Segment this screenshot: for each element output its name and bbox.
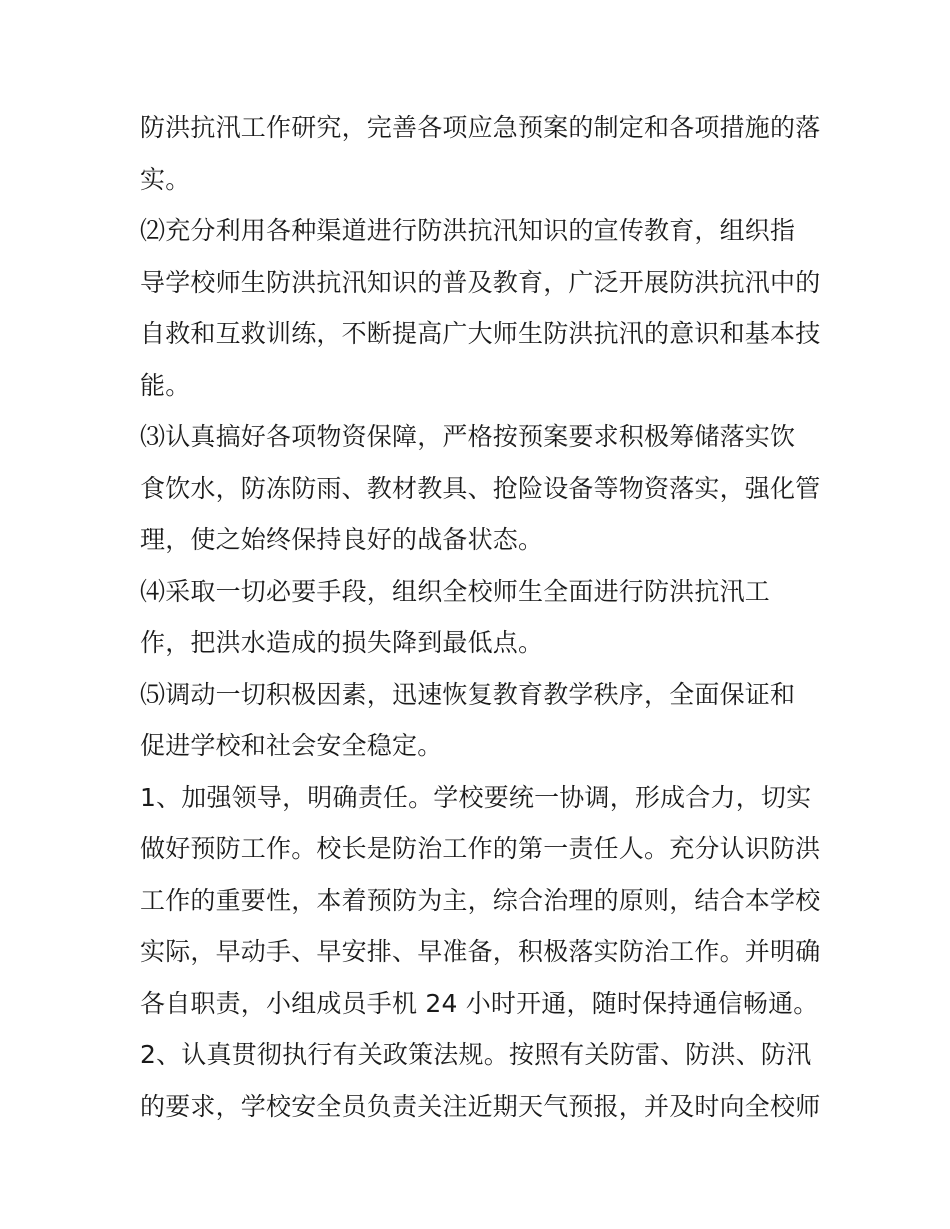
text-line: 自救和互救训练，不断提高广大师生防洪抗汛的意识和基本技 xyxy=(140,319,821,348)
text-line: 导学校师生防洪抗汛知识的普及教育，广泛开展防洪抗汛中的 xyxy=(140,267,821,297)
text-line: ⑷采取一切必要手段，组织全校师生全面进行防洪抗汛工 xyxy=(140,576,771,606)
text-line: 实。 xyxy=(140,164,191,194)
text-line: 2、认真贯彻执行有关政策法规。按照有关防雷、防洪、防汛 xyxy=(140,1040,812,1069)
text-line: 做好预防工作。校长是防治工作的第一责任人。充分认识防洪 xyxy=(140,834,821,863)
text-line: 实际，早动手、早安排、早准备，积极落实防治工作。并明确 xyxy=(140,937,821,966)
text-line: ⑵充分利用各种渠道进行防洪抗汛知识的宣传教育，组织指 xyxy=(140,216,796,245)
body-text xyxy=(140,102,820,1132)
text-line: 理，使之始终保持良好的战备状态。 xyxy=(140,525,544,554)
text-line: 工作的重要性，本着预防为主，综合治理的原则，结合本学校 xyxy=(140,885,821,915)
text-line: 1、加强领导，明确责任。学校要统一协调，形成合力，切实 xyxy=(140,782,812,812)
text-line: 作，把洪水造成的损失降到最低点。 xyxy=(140,628,544,657)
text-line: ⑸调动一切积极因素，迅速恢复教育教学秩序，全面保证和 xyxy=(140,679,796,709)
text-line: 防洪抗汛工作研究，完善各项应急预案的制定和各项措施的落 xyxy=(140,113,821,142)
text-line: 各自职责，小组成员手机 24 小时开通，随时保持通信畅通。 xyxy=(140,988,819,1018)
text-line: 能。 xyxy=(140,370,191,400)
text-line: 的要求，学校安全员负责关注近期天气预报，并及时向全校师 xyxy=(140,1091,821,1121)
text-line: 促进学校和社会安全稳定。 xyxy=(140,731,443,760)
text-line: 食饮水，防冻防雨、教材教具、抢险设备等物资落实，强化管 xyxy=(140,473,821,503)
text-line: ⑶认真搞好各项物资保障，严格按预案要求积极筹储落实饮 xyxy=(140,422,796,451)
